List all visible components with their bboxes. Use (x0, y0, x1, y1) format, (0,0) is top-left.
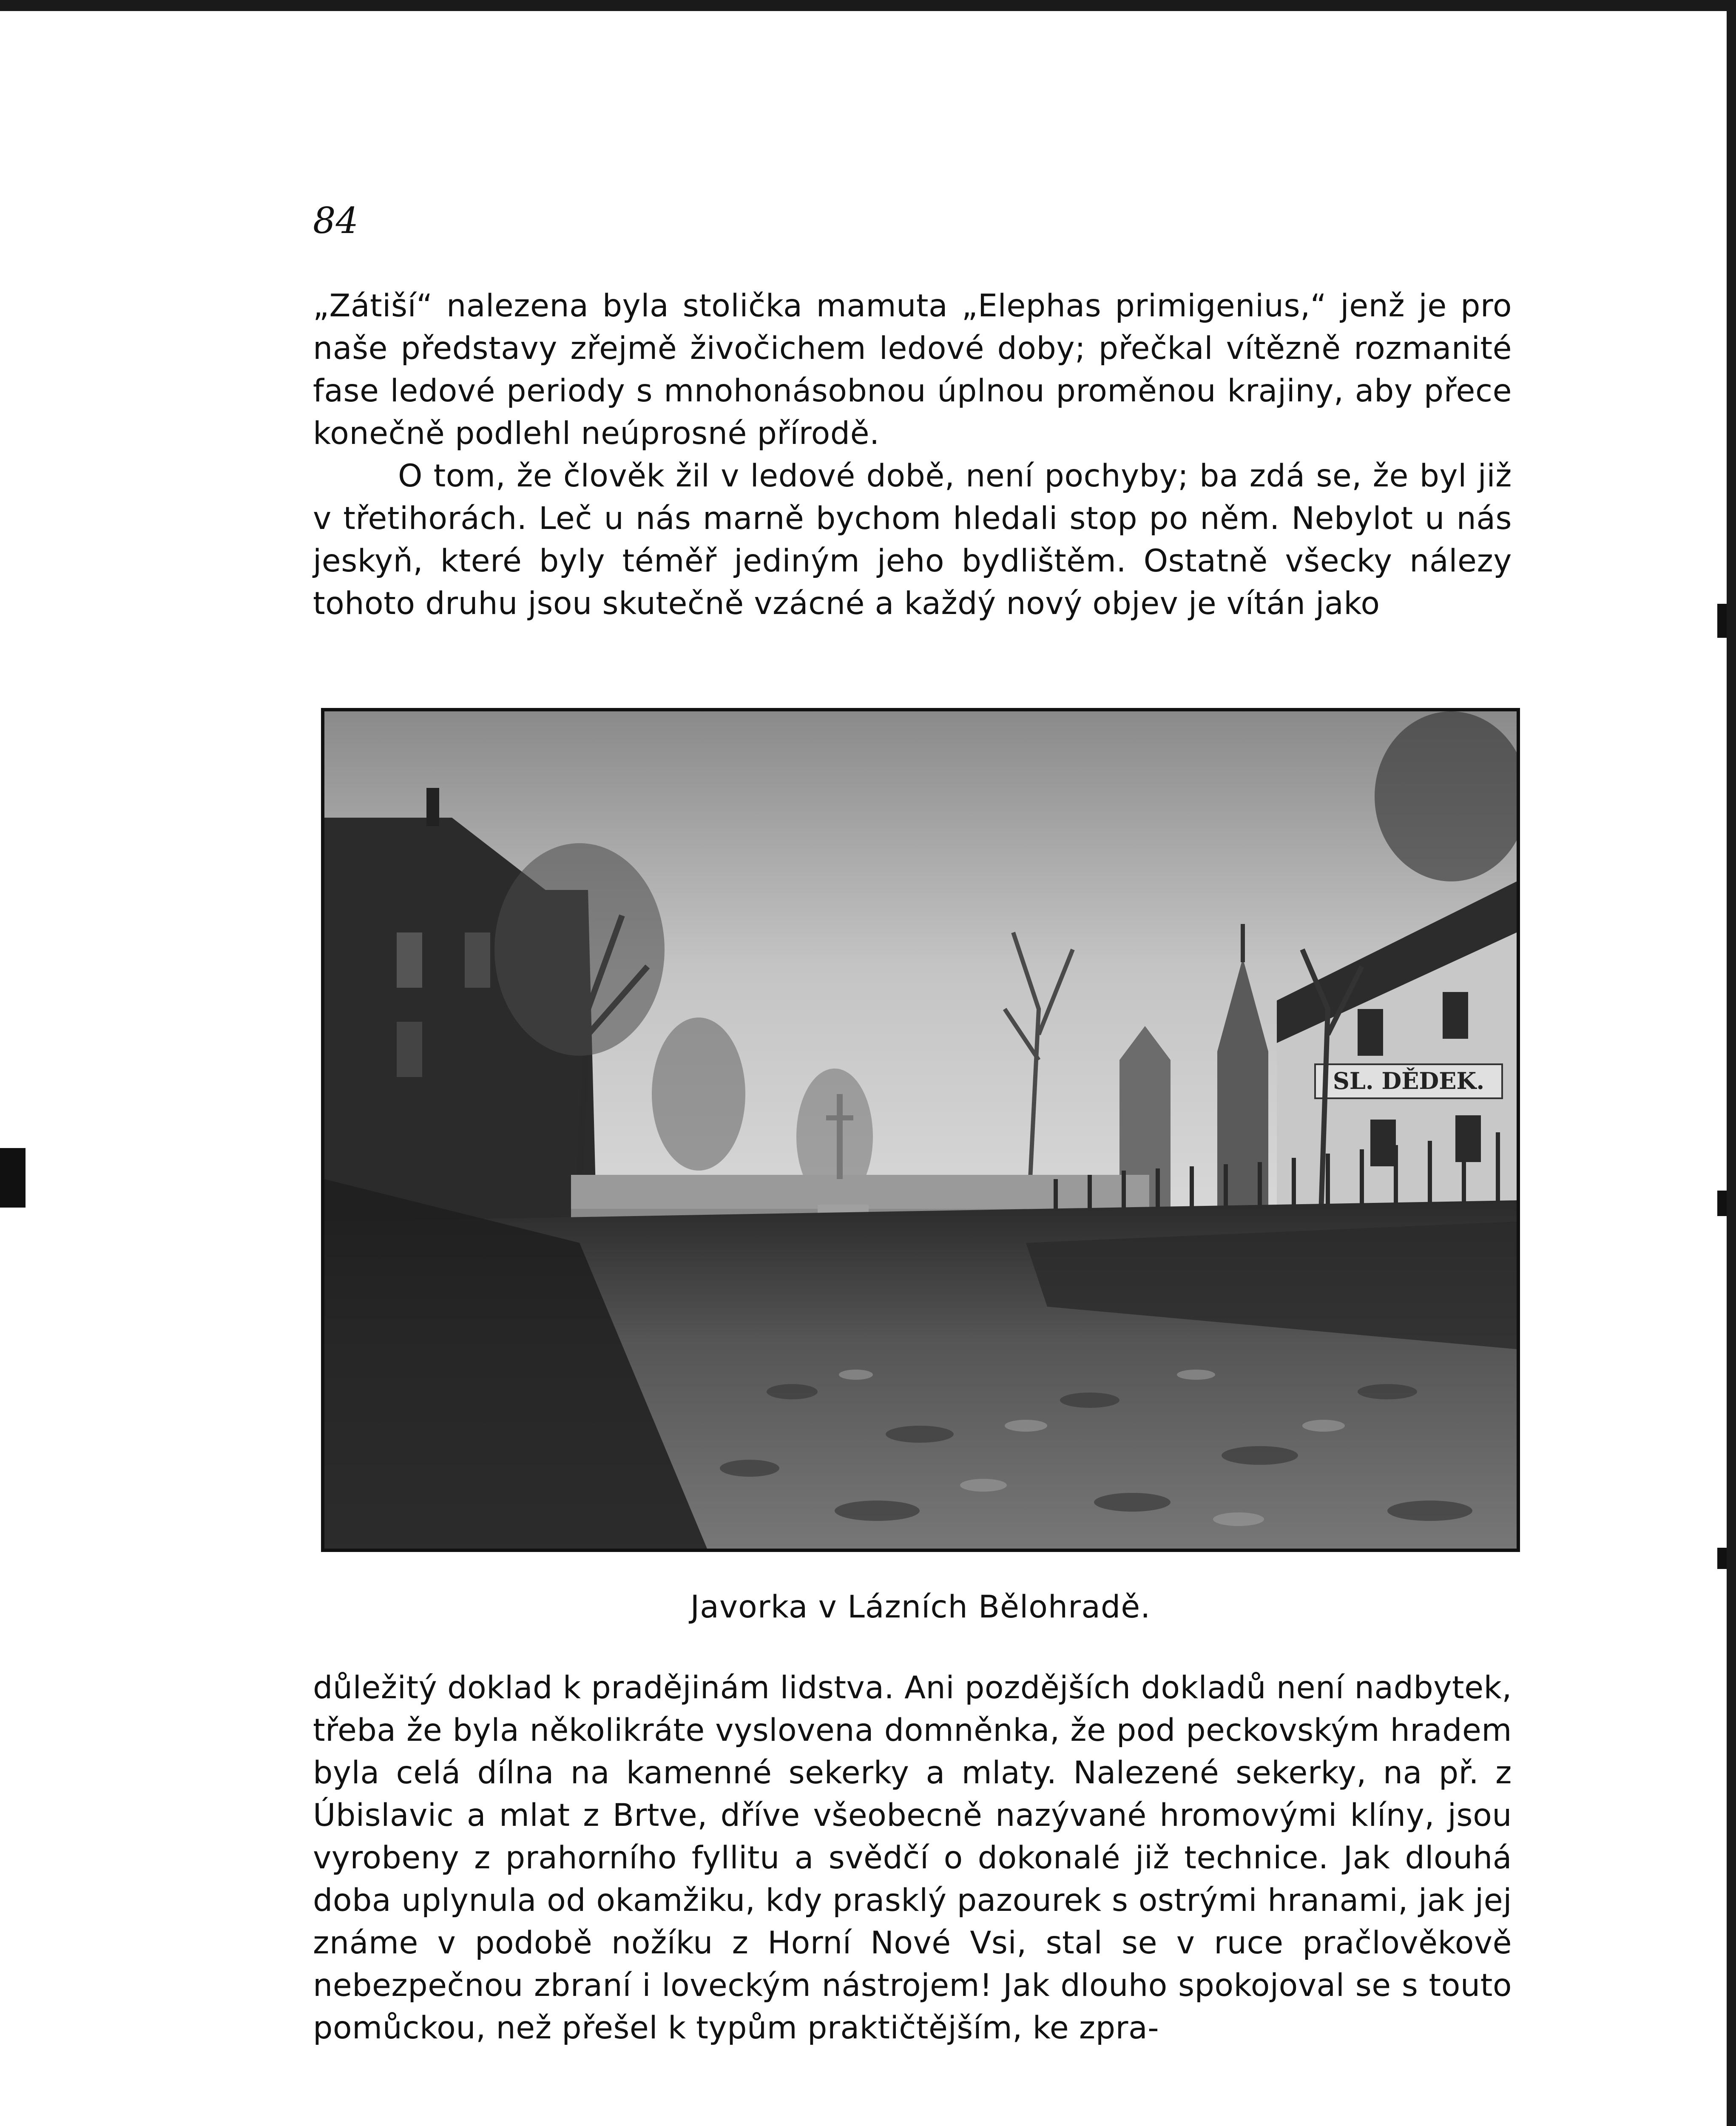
photograph-javorka-bridge (321, 708, 1520, 1552)
scan-edge-mark (1717, 1191, 1727, 1216)
scan-border-right (1727, 0, 1736, 2126)
text-block-bottom (313, 1667, 1512, 2049)
paragraph: „Zátiší“ nalezena byla stolička mamuta „Elephas primigenius,“ jenž je pro naše představy zřejmě živočichem ledové doby; přečkal vítězně rozmanité fase ledové periody s mnohonásobnou úplnou proměnou krajiny, aby přece konečně podlehl neúprosné přírodě. (313, 288, 1512, 452)
figure-caption: Javorka v Lázních Bělohradě. (690, 1589, 1151, 1625)
paragraph: O tom, že člověk žil v ledové době, není pochyby; ba zdá se, že byl již v třetihorách. Leč u nás marně bychom hledali stop po něm. Nebylot u nás jeskyň, které byly téměř jediným jeho bydlištěm. Ostatně všecky nálezy tohoto druhu jsou skutečně vzácné a každý nový objev je vítán jako (313, 458, 1512, 622)
scan-binding-mark (0, 1148, 26, 1208)
text-block-top (313, 285, 1512, 625)
paragraph: důležitý doklad k pradějinám lidstva. Ani pozdějších dokladů není nadbytek, třeba že byla několikráte vyslovena domněnka, že pod peckovským hradem byla celá dílna na kamenné sekerky a mlaty. Nalezené sekerky, na př. z Úbislavic a mlat z Brtve, dříve všeobecně nazývané hromovými klíny, jsou vyrobeny z prahorního fyllitu a svědčí o dokonalé již technice. Jak dlouhá doba uplynula od okamžiku, kdy prasklý pazourek s ostrými hranami, jak jej známe v podobě nožíku z Horní Nové Vsi, stal se v ruce pračlověkově nebezpečnou zbraní i loveckým nástrojem! Jak dlouho spokojoval se s touto pomůckou, než přešel k typům praktičtějším, ke zpra- (313, 1670, 1512, 2046)
bridge-deck (571, 1175, 1149, 1209)
scan-edge-mark (1717, 1548, 1727, 1569)
scan-border-top (0, 0, 1736, 11)
shop-sign-text: SL. DĚDEK. (1333, 1067, 1485, 1094)
page-number: 84 (313, 200, 358, 242)
scan-edge-mark (1717, 604, 1727, 638)
